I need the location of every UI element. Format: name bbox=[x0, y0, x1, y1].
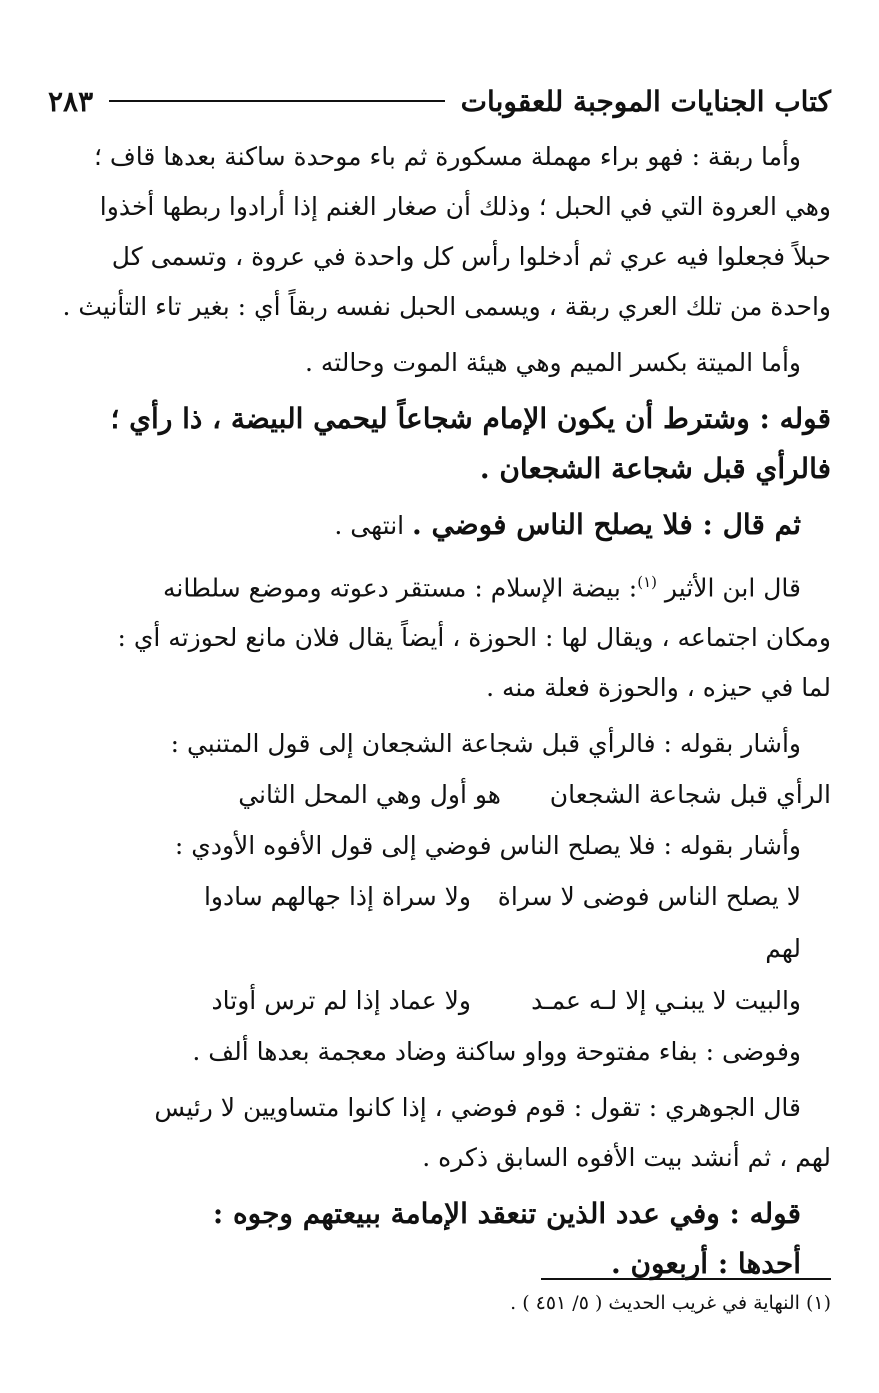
quote-number: قوله : وفي عدد الذين تنعقد الإمامة ببيعتهم وجوه : bbox=[212, 1197, 801, 1231]
verse-second-hemistich: ولا سراة إذا جهالهم سادوا bbox=[203, 882, 471, 912]
verse-afwah-1 bbox=[48, 871, 831, 975]
footnote-rule bbox=[541, 1278, 831, 1280]
book-page bbox=[48, 70, 831, 1314]
paragraph-mita: وأما الميتة بكسر الميم وهي هيئة الموت وحالته . bbox=[304, 348, 801, 377]
paragraph-ibn-athir bbox=[48, 557, 831, 713]
paragraph-jawhari bbox=[48, 1083, 831, 1183]
paragraph-ribqa bbox=[48, 132, 831, 332]
verse-mutanabbi bbox=[48, 769, 831, 821]
text-fragment: قال ابن الأثير bbox=[656, 573, 801, 603]
text-line: واحدة من تلك العري ربقة ، ويسمى الحبل نفسه ربقاً أي : بغير تاء التأنيث . bbox=[62, 292, 831, 321]
verse-first-hemistich: والبيت لا يبنـي إلا لـه عمـد bbox=[531, 986, 801, 1016]
quote-forty: أحدها : أربعون . bbox=[610, 1247, 801, 1281]
text-line: لما في حيزه ، والحوزة فعلة منه . bbox=[486, 673, 831, 703]
text-line bbox=[48, 557, 831, 613]
paragraph-afwah: وأشار بقوله : فلا يصلح الناس فوضي إلى قول الأفوه الأودي : bbox=[174, 831, 801, 861]
text-line: قال الجوهري : تقول : قوم فوضي ، إذا كانوا متساويين لا رئيس bbox=[154, 1093, 801, 1123]
verse-first-hemistich: لا يصلح الناس فوضى لا سراة لهم bbox=[497, 882, 801, 964]
text-fragment: : بيضة الإسلام : مستقر دعوته وموضع سلطانه bbox=[162, 573, 638, 603]
footnote-marker[interactable]: (١) bbox=[637, 573, 657, 591]
header-rule bbox=[109, 100, 445, 102]
running-header bbox=[48, 70, 831, 132]
quote-tail: انتهى . bbox=[334, 511, 413, 540]
quote-shujaa bbox=[48, 394, 831, 494]
text-line: وهي العروة التي في الحبل ؛ وذلك أن صغار الغنم إذا أرادوا ربطها أخذوا bbox=[99, 192, 831, 221]
text-line: ومكان اجتماعه ، ويقال لها : الحوزة ، أيضاً يقال فلان مانع لحوزته أي : bbox=[117, 623, 831, 653]
quote-line: قوله : وشترط أن يكون الإمام شجاعاً ليحمي البيضة ، ذا رأي ؛ bbox=[110, 402, 831, 435]
footnote: (١) النهاية في غريب الحديث ( ٥/ ٤٥١ ) . bbox=[510, 1292, 831, 1314]
chapter-title: كتاب الجنايات الموجبة للعقوبات bbox=[460, 84, 831, 118]
verse-second-hemistich: ولا عماد إذا لم ترس أوتاد bbox=[211, 986, 471, 1016]
text-line: لهم ، ثم أنشد بيت الأفوه السابق ذكره . bbox=[422, 1143, 831, 1173]
text-line: حبلاً فجعلوا فيه عري ثم أدخلوا رأس كل واحدة في عروة ، وتسمى كل bbox=[111, 242, 831, 271]
quote-fawda bbox=[48, 500, 831, 551]
text-line: وأما ربقة : فهو براء مهملة مسكورة ثم باء موحدة ساكنة بعدها قاف ؛ bbox=[93, 142, 801, 171]
paragraph-fawda-spelling: وفوضى : بفاء مفتوحة وواو ساكنة وضاد معجمة بعدها ألف . bbox=[192, 1037, 801, 1067]
paragraph-mutanabbi: وأشار بقوله : فالرأي قبل شجاعة الشجعان إلى قول المتنبي : bbox=[170, 729, 801, 759]
verse-afwah-2 bbox=[48, 975, 831, 1027]
verse-second-hemistich: هو أول وهي المحل الثاني bbox=[238, 780, 501, 810]
verse-first-hemistich: الرأي قبل شجاعة الشجعان bbox=[549, 780, 831, 810]
quote-bold: ثم قال : فلا يصلح الناس فوضي . bbox=[412, 508, 801, 541]
quote-line: فالرأي قبل شجاعة الشجعان . bbox=[479, 452, 831, 485]
page-number: ٢٨٣ bbox=[48, 84, 94, 118]
